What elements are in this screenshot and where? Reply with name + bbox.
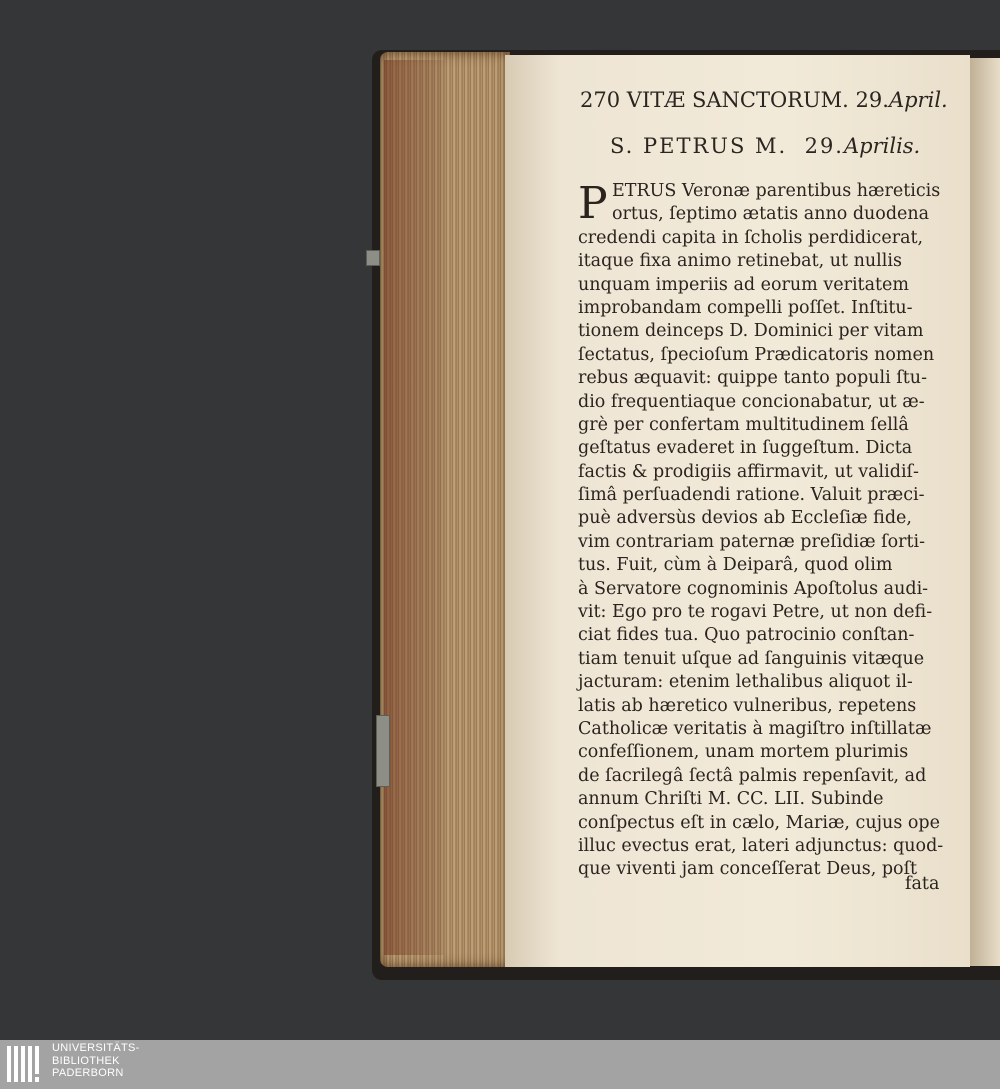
text-line: ciat fides tua. Quo patrocinio conſtan- bbox=[578, 625, 915, 646]
facing-page-edge bbox=[965, 58, 1000, 966]
library-name-line: UNIVERSITÄTS- bbox=[52, 1042, 140, 1054]
text-line: ſectatus, ſpecioſum Prædicatoris nomen bbox=[578, 344, 935, 365]
text-line: puè adversùs devios ab Eccleſiæ fide, bbox=[578, 508, 912, 529]
library-name-line: BIBLIOTHEK bbox=[52, 1054, 120, 1067]
page-edge-stain bbox=[384, 60, 444, 955]
feast-month: Aprilis. bbox=[843, 134, 921, 158]
page-number: 270 bbox=[580, 88, 621, 112]
text-line: conſpectus eſt in cælo, Mariæ, cujus ope bbox=[578, 812, 940, 833]
library-logo-icon bbox=[5, 1042, 47, 1086]
text-line: jacturam: etenim lethalibus aliquot il- bbox=[578, 672, 913, 693]
section-title bbox=[610, 134, 940, 158]
text-line: annum Chriſti M. CC. LII. Subinde bbox=[578, 789, 884, 810]
text-line: credendi capita in ſcholis perdidicerat, bbox=[578, 227, 924, 248]
text-line: tus. Fuit, cùm à Deiparâ, quod olim bbox=[578, 555, 893, 576]
text-line: improbandam compelli poſſet. Inſtitu- bbox=[578, 297, 913, 318]
text-line: ſimâ perſuadendi ratione. Valuit præci- bbox=[578, 485, 925, 506]
text-line: itaque fixa animo retinebat, ut nullis bbox=[578, 251, 902, 272]
feast-date: 29. bbox=[804, 134, 844, 158]
running-head bbox=[580, 88, 950, 112]
text-line: latis ab hæretico vulneribus, repetens bbox=[578, 695, 917, 716]
library-name-line: PADERBORN bbox=[52, 1067, 124, 1079]
text-line: Catholicæ veritatis à magiſtro inſtillatæ bbox=[578, 718, 932, 739]
text-line: de ſacrilegâ ſectâ palmis repenſavit, ad bbox=[578, 765, 927, 786]
body-text bbox=[578, 180, 946, 882]
text-line: tionem deinceps D. Dominici per vitam bbox=[578, 321, 924, 342]
text-line: que viventi jam conceſſerat Deus, poſt bbox=[578, 859, 918, 880]
text-line: factis & prodigiis affirmavit, ut validiſ- bbox=[578, 461, 919, 482]
library-name bbox=[52, 1042, 140, 1080]
drop-capital: P bbox=[578, 178, 608, 229]
text-line: grè per confertam multitudinem ſellâ bbox=[578, 414, 909, 435]
text-line: rebus æquavit: quippe tanto populi ſtu- bbox=[578, 368, 927, 389]
text-line: ETRUS Veronæ parentibus hæreticis bbox=[612, 181, 941, 201]
library-footer bbox=[0, 1040, 1000, 1089]
running-title: VITÆ SANCTORUM. bbox=[626, 88, 849, 112]
saint-name: S. PETRUS M. bbox=[610, 134, 788, 158]
text-line: confeſſionem, unam mortem plurimis bbox=[578, 742, 909, 763]
text-line: à Servatore cognominis Apoſtolus audi- bbox=[578, 578, 929, 599]
text-line: unquam imperiis ad eorum veritatem bbox=[578, 274, 909, 295]
catchword: fata bbox=[905, 874, 940, 894]
clasp-top bbox=[366, 250, 380, 266]
text-line: tiam tenuit uſque ad ſanguinis vitæque bbox=[578, 648, 925, 669]
text-line: ortus, ſeptimo ætatis anno duodena bbox=[612, 204, 930, 225]
running-month: April. bbox=[888, 88, 948, 112]
text-line: vim contrariam paternæ preſidiæ ſorti- bbox=[578, 531, 926, 552]
text-line: illuc evectus erat, lateri adjunctus: quod- bbox=[578, 835, 944, 856]
text-line: dio frequentiaque concionabatur, ut æ- bbox=[578, 391, 925, 412]
text-line: vit: Ego pro te rogavi Petre, ut non defi- bbox=[578, 602, 933, 623]
clasp-bottom bbox=[376, 715, 390, 787]
running-date: 29. bbox=[855, 88, 889, 112]
text-line: geſtatus evaderet in ſuggeſtum. Dicta bbox=[578, 438, 913, 459]
